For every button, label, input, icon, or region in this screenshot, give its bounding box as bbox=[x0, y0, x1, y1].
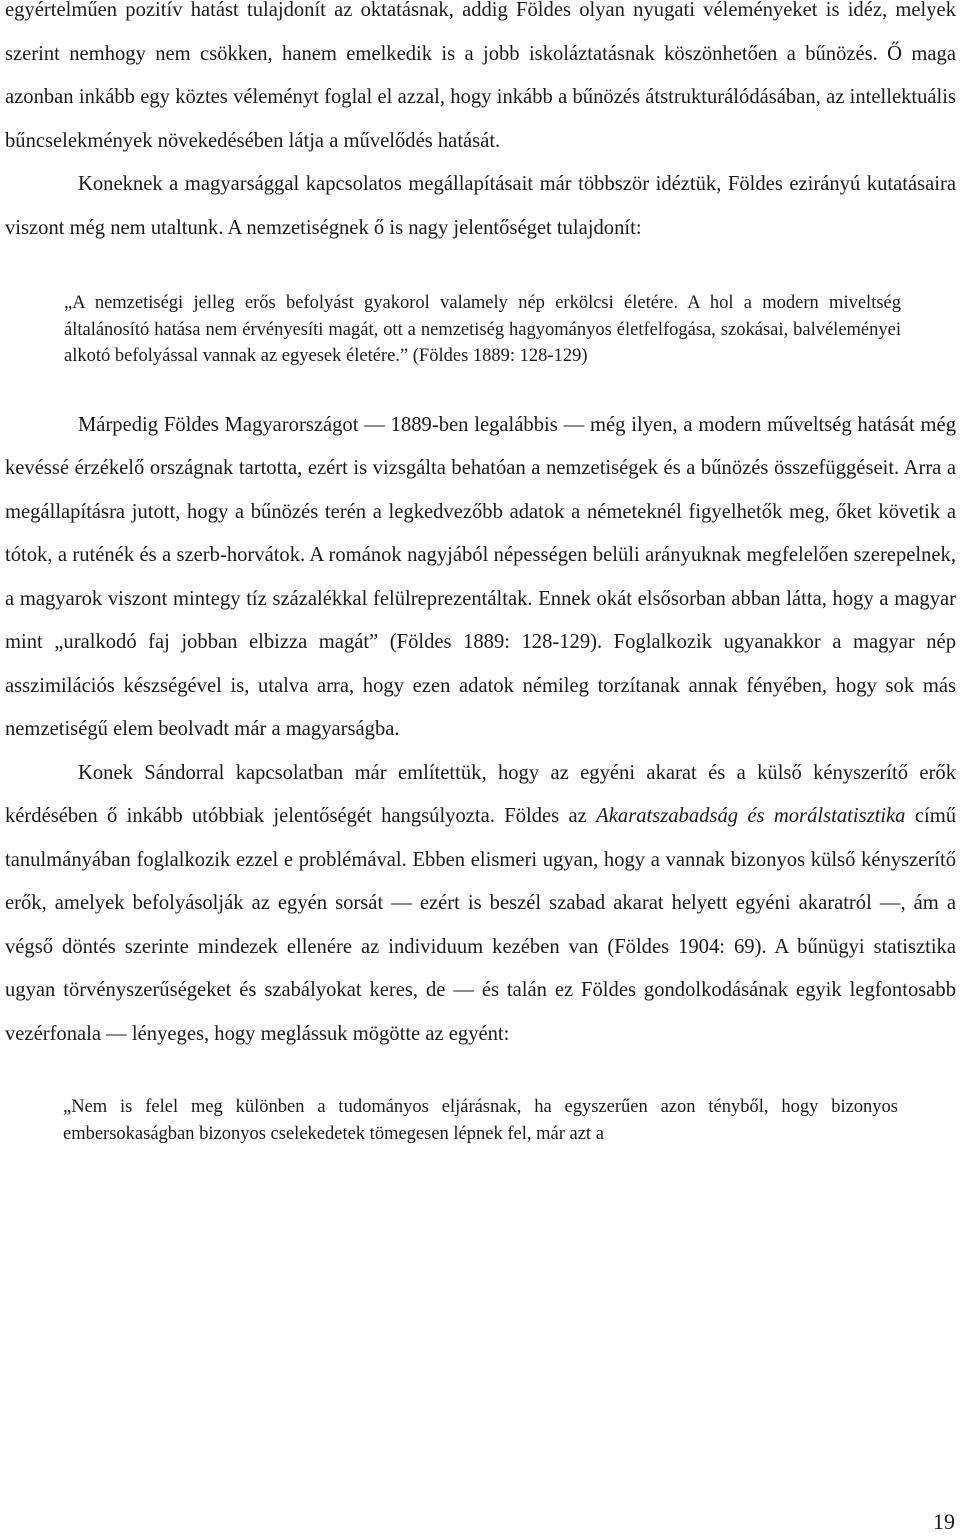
paragraph-free-will-text-end: című tanulmányában foglalkozik ezzel e problémával. Ebben elismeri ugyan, hogy a vannak bizonyos külső kényszerítő erők, amelyek befolyásolják az egyén sorsát — ezért is beszél szabad akarat helyett egyéni akaratról —, ám a végső döntés szerinte mindezek ellenére az individuum kezében van (Földes 1904: 69). A bűnügyi statisztika ugyan törvényszerűségeket és szabályokat keres, de — és talán ez Földes gondolkodásának egyik legfontosabb vezérfonala — lényeges, hogy meglássuk mögötte az egyént: bbox=[5, 805, 957, 1045]
page-number: 19 bbox=[933, 1509, 955, 1534]
block-quote-text: „Nem is felel meg különben a tudományos eljárásnak, ha egyszerűen azon tényből, hogy bizonyos embersokaságban bizonyos cselekedetek tömegesen lépnek fel, már azt a bbox=[63, 1097, 898, 1144]
paragraph-education-effect: egyértelműen pozitív hatást tulajdonít az oktatásnak, addig Földes olyan nyugati véleményeket is idéz, melyek szerint nemhogy nem csökken, hanem emelkedik is a jobb iskoláztatásnak köszönhetően a bűnözés. Ő maga azonban inkább egy köztes véleményt foglal el azzal, hogy inkább a bűnözés átstrukturálódásában, az intellektuális bűncselekmények növekedésében látja a művelődés hatását. bbox=[5, 0, 956, 152]
paragraph-free-will-text-start: Konek Sándorral kapcsolatban már említettük, hogy az egyéni akarat és a külső kényszerítő erők kérdésében ő inkább utóbbiak jelentőségét hangsúlyozta. Földes az bbox=[5, 761, 956, 828]
work-title-italic: Akaratszabadság és morálstatisztika bbox=[596, 805, 906, 828]
paragraph-nationality-intro: Koneknek a magyarsággal kapcsolatos megállapításait már többször idéztük, Földes ezirányú kutatásaira viszont még nem utaltunk. A nemzetiségnek ő is nagy jelentőséget tulajdonít: bbox=[5, 173, 956, 239]
paragraph-free-will bbox=[5, 752, 956, 1057]
document-page bbox=[5, 0, 956, 1147]
block-quote-scientific-method bbox=[63, 1094, 898, 1147]
block-quote-nationality: „A nemzetiségi jelleg erős befolyást gyakorol valamely nép erkölcsi életére. A hol a modern miveltség általánosító hatása nem érvényesíti magát, ott a nemzetiség hagyományos életfelfogása, szokásai, balvéleményei alkotó befolyással vannak az egyesek életére.” (Földes 1889: 128-129) bbox=[64, 293, 901, 367]
paragraph-nationalities-crime: Márpedig Földes Magyarországot — 1889-ben legalábbis — még ilyen, a modern műveltség hatását még kevéssé érzékelő országnak tartotta, ezért is vizsgálta behatóan a nemzetiségek és a bűnözés összefüggéseit. Arra a megállapításra jutott, hogy a bűnözés terén a legkedvezőbb adatok a németeknél figyelhetők meg, őket követik a tótok, a ruténék és a szerb-horvátok. A románok nagyjából népességen belüli arányuknak megfelelően szerepelnek, a magyarok viszont mintegy tíz százalékkal felülreprezentáltak. Ennek okát elsősorban abban látta, hogy a magyar mint „uralkodó faj jobban elbizza magát” (Földes 1889: 128-129). Foglalkozik ugyanakkor a magyar nép asszimilációs készségével is, utalva arra, hogy ezen adatok némileg torzítanak annak fényében, hogy sok más nemzetiségű elem beolvadt már a magyarságba. bbox=[5, 413, 956, 741]
